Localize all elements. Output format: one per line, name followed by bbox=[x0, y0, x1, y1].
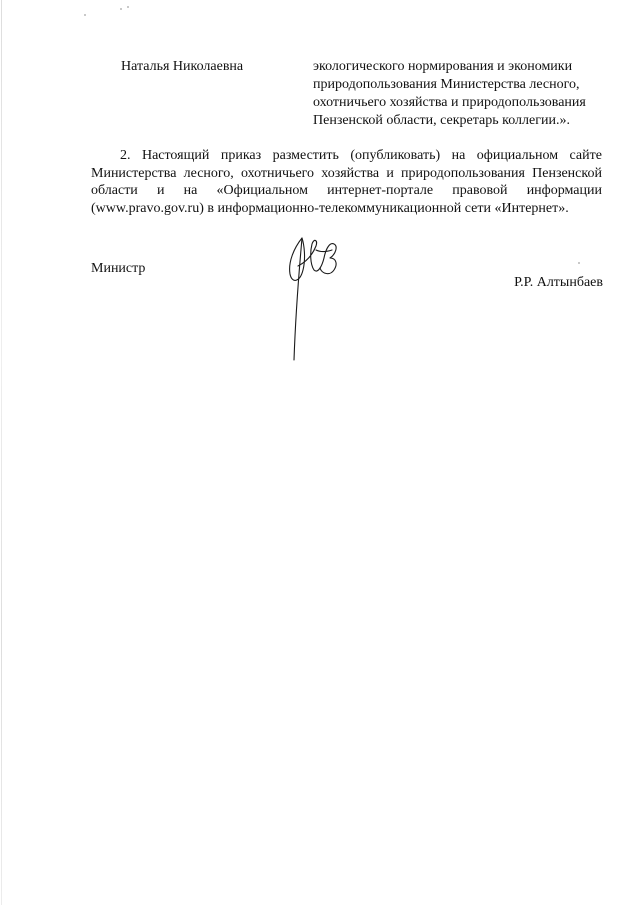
word: 2. bbox=[120, 148, 131, 163]
word: интернет-портале bbox=[327, 183, 434, 199]
committee-member-role bbox=[313, 58, 603, 130]
word: Настоящий bbox=[141, 148, 210, 163]
role-line: охотничьего хозяйства и природопользования bbox=[313, 95, 586, 110]
word: хозяйства bbox=[321, 165, 380, 181]
role-line: природопользования Министерства лесного, bbox=[313, 77, 580, 92]
role-line: Пензенской области, секретарь коллегии.». bbox=[313, 113, 570, 128]
word: охотничьего bbox=[240, 165, 315, 181]
word: «Официальном bbox=[216, 183, 308, 199]
paragraph-2 bbox=[91, 147, 602, 218]
word: лесного, bbox=[183, 165, 234, 181]
word: на bbox=[451, 148, 466, 163]
handwritten-signature bbox=[276, 232, 346, 367]
signatory-name: Р.Р. Алтынбаев bbox=[514, 275, 603, 290]
word: приказ bbox=[220, 148, 262, 163]
word: Министерства bbox=[91, 165, 177, 181]
scan-speck bbox=[84, 14, 86, 16]
paragraph-line bbox=[91, 165, 602, 183]
paragraph-line bbox=[91, 182, 602, 200]
word: природопользования bbox=[401, 165, 525, 181]
paragraph-line bbox=[91, 147, 602, 165]
signatory-title: Министр bbox=[91, 261, 146, 276]
scan-speck bbox=[578, 262, 580, 264]
committee-member-name: Наталья Николаевна bbox=[121, 59, 244, 74]
word: правовой bbox=[452, 183, 508, 199]
scan-speck bbox=[127, 6, 129, 8]
scan-edge bbox=[1, 0, 2, 905]
word: на bbox=[183, 183, 198, 199]
word: информации bbox=[526, 183, 602, 199]
word: (www.pravo.gov.ru) в информационно-телекоммуникационной сети «Интернет». bbox=[91, 201, 569, 217]
word: (опубликовать) bbox=[350, 148, 441, 163]
word: и bbox=[156, 183, 165, 199]
word: Пензенской bbox=[532, 165, 602, 181]
word: области bbox=[91, 183, 138, 199]
word: официальном bbox=[476, 148, 559, 163]
word: разместить bbox=[272, 148, 339, 163]
word: сайте bbox=[569, 148, 602, 163]
word: и bbox=[386, 165, 394, 181]
role-line: экологического нормирования и экономики bbox=[313, 59, 573, 74]
scan-speck bbox=[120, 8, 122, 10]
paragraph-line bbox=[91, 200, 602, 218]
